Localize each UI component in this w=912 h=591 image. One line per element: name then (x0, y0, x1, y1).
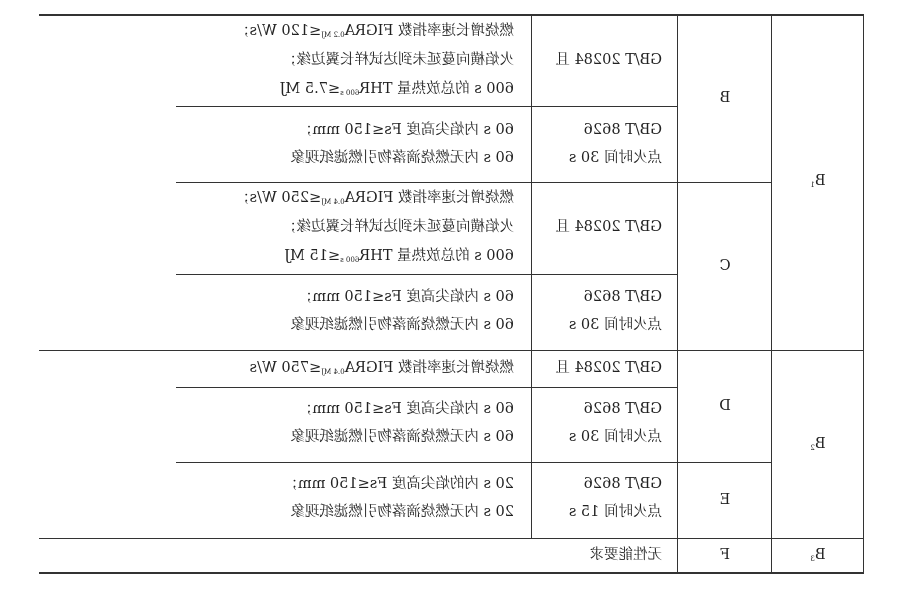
crit-b-1-line2: 火焰横向蔓延未到达试样长翼边缘； (282, 52, 514, 68)
level-e: E (719, 492, 731, 508)
crit-d-2-line2: 60 s 内无燃烧滴落物引燃滤纸现象 (290, 429, 514, 445)
std-c-1: GB/T 20284 且 (555, 219, 662, 235)
std-b-1: GB/T 20284 且 (555, 52, 662, 68)
std-e-2a: GB/T 8626 (583, 476, 662, 492)
std-e-2b: 点火时间 15 s (568, 504, 662, 520)
row-rule (39, 350, 864, 351)
row-rule (176, 274, 678, 275)
std-d-2b: 点火时间 30 s (568, 429, 662, 445)
level-b: B (719, 90, 731, 106)
std-c-2b: 点火时间 30 s (568, 317, 662, 333)
crit-d-2-line1: 60 s 内焰尖高度 Fs≤150 mm； (297, 401, 514, 417)
row-rule (176, 182, 772, 183)
level-d: D (719, 398, 731, 414)
crit-b-1-line1: 燃烧增长速率指数 $FIGRA_{0.2 MJ}\le 120$ W/s； (235, 23, 514, 39)
table-bottom-rule (39, 572, 864, 574)
crit-c-1-line3: 600 s 的总放热量 $THR_{600 s}\le 15$ MJ (284, 248, 514, 264)
std-d-1: GB/T 20284 且 (555, 360, 662, 376)
crit-c-1-line1: 燃烧增长速率指数 $FIGRA_{0.4 MJ}\le 250$ W/s； (235, 190, 514, 206)
row-rule (176, 106, 678, 107)
crit-d-1-line1: 燃烧增长速率指数 $FIGRA_{0.4 MJ}\le 750$ W/s (249, 360, 514, 376)
crit-c-2-line1: 60 s 内焰尖高度 Fs≤150 mm； (297, 289, 514, 305)
table-top-rule (39, 14, 864, 16)
std-b-2b: 点火时间 30 s (568, 150, 662, 166)
grade-b3: $B_3$ (810, 547, 826, 563)
row-rule (176, 387, 678, 388)
crit-c-1-line2: 火焰横向蔓延未到达试样长翼边缘； (282, 219, 514, 235)
crit-e-2-line2: 20 s 内无燃烧滴落物引燃滤纸现象 (290, 504, 514, 520)
level-f: F (719, 547, 731, 563)
column-rule (531, 14, 532, 538)
std-d-2a: GB/T 8626 (583, 401, 662, 417)
grade-b1: $B_1$ (810, 173, 826, 189)
crit-b-2-line2: 60 s 内无燃烧滴落物引燃滤纸现象 (290, 150, 514, 166)
level-c: C (719, 258, 731, 274)
grade-b2: $B_2$ (810, 436, 826, 452)
crit-f: 无性能要求 (589, 547, 662, 563)
column-rule (863, 14, 864, 572)
crit-b-2-line1: 60 s 内焰尖高度 Fs≤150 mm； (297, 122, 514, 138)
std-b-2a: GB/T 8626 (583, 122, 662, 138)
std-c-2a: GB/T 8626 (583, 289, 662, 305)
crit-e-2-line1: 20 s 内的焰尖高度 Fs≤150 mm； (283, 476, 514, 492)
crit-b-1-line3: 600 s 的总放热量 $THR_{600 s}\le 7.5$ MJ (279, 81, 514, 97)
row-rule (39, 538, 864, 539)
crit-c-2-line2: 60 s 内无燃烧滴落物引燃滤纸现象 (290, 317, 514, 333)
row-rule (176, 462, 772, 463)
